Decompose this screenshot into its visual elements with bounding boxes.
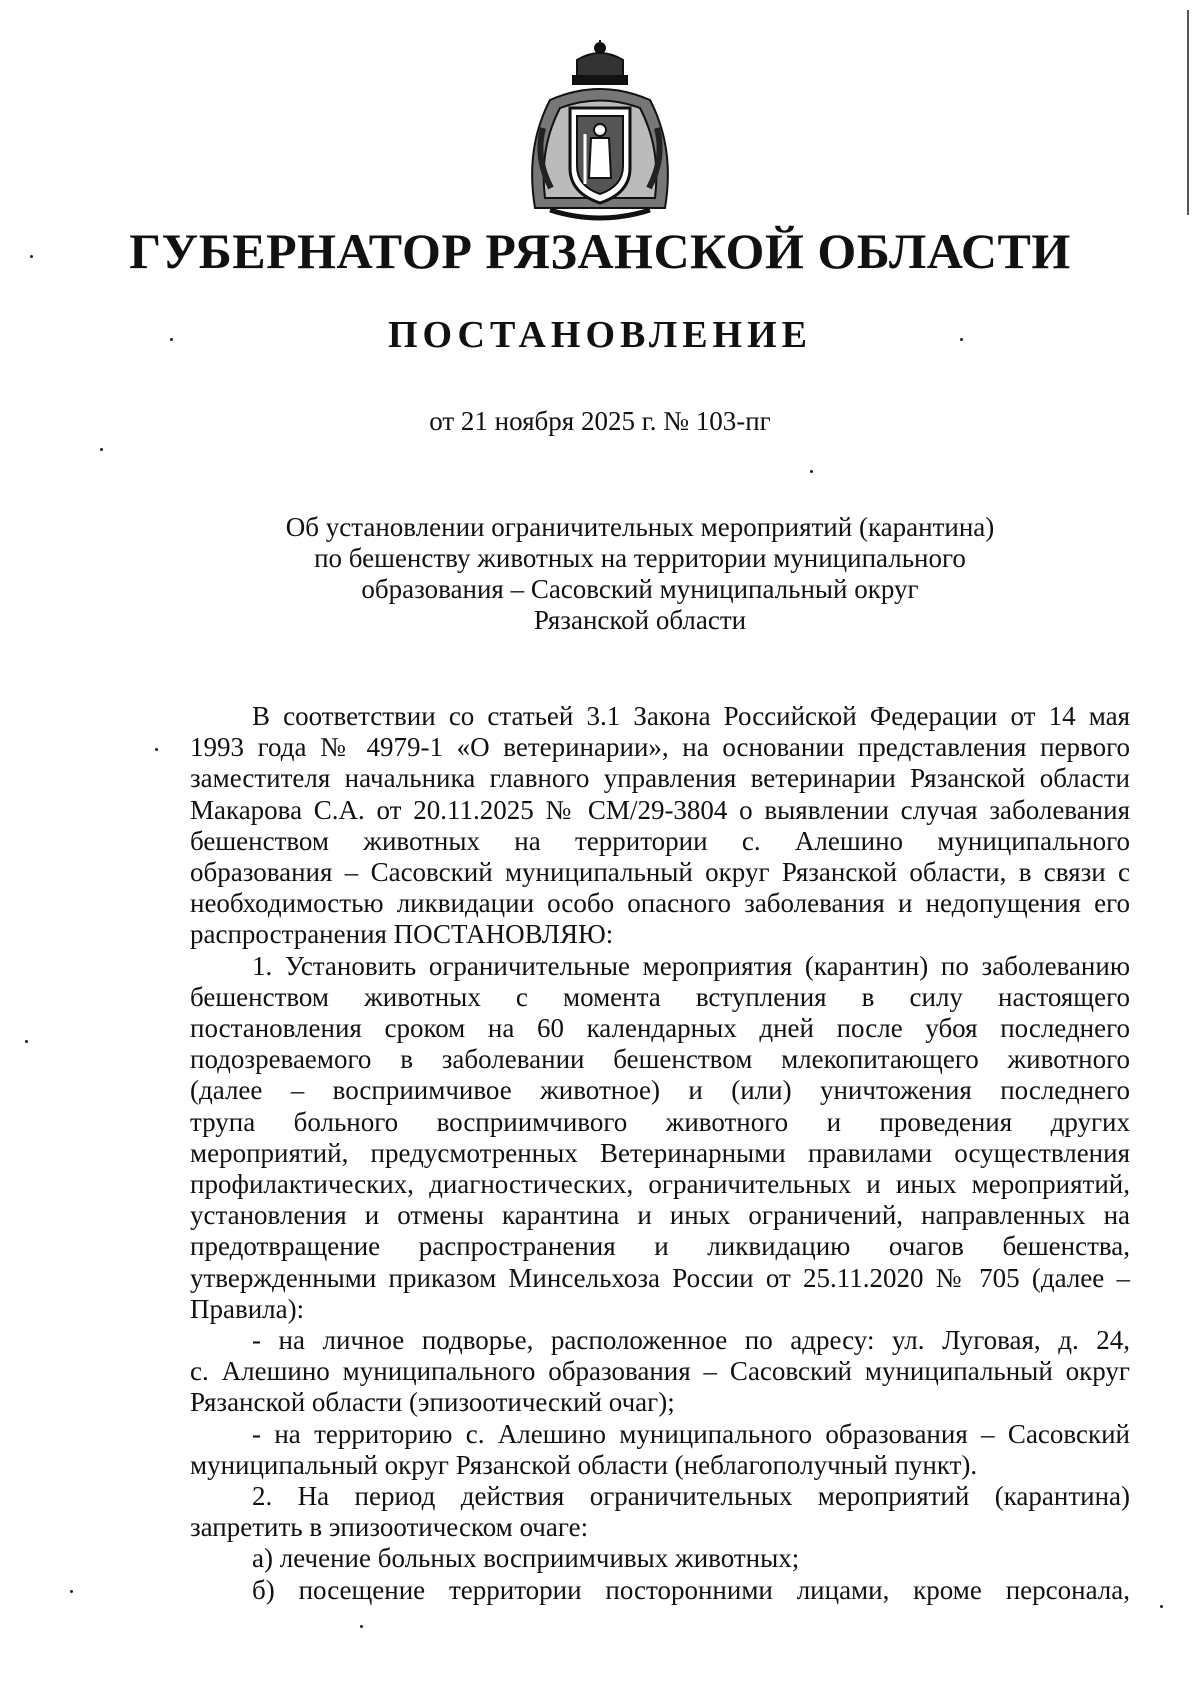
body-line: профилактических, диагностических, ограничительных и иных мероприятий,	[190, 1169, 1130, 1200]
body-line: 1993 года № 4979-1 «О ветеринарии», на основании представления первого	[190, 732, 1130, 763]
document-type: ПОСТАНОВЛЕНИЕ	[387, 314, 813, 356]
body-line: - на территорию с. Алешино муниципального образования – Сасовский	[252, 1418, 1130, 1449]
body-line: подозреваемого в заболевании бешенством млекопитающего животного	[190, 1044, 1130, 1075]
scan-speck	[810, 470, 813, 473]
scan-speck	[25, 1040, 28, 1043]
body-line: утвержденными приказом Минсельхоза России от 25.11.2020 № 705 (далее –	[190, 1262, 1130, 1293]
body-line: бешенством животных с момента вступления в силу настоящего	[190, 981, 1130, 1012]
body-line: мероприятий, предусмотренных Ветеринарными правилами осуществления	[190, 1137, 1130, 1168]
body-line: трупа больного восприимчивого животного и проведения других	[190, 1106, 1130, 1137]
scan-speck	[360, 1625, 363, 1628]
body-line: 2. На период действия ограничительных мероприятий (карантина)	[252, 1481, 1130, 1512]
scan-speck	[960, 338, 963, 341]
scan-edge-line	[1187, 10, 1189, 215]
body-line: а) лечение больных восприимчивых животных;	[252, 1543, 800, 1574]
body-line: с. Алешино муниципального образования – Сасовский муниципальный округ	[190, 1356, 1130, 1387]
scan-speck	[100, 448, 103, 451]
body-line: бешенством животных на территории с. Алешино муниципального	[190, 825, 1130, 856]
body-line: заместителя начальника главного управления ветеринарии Рязанской области	[190, 763, 1130, 794]
scan-speck	[155, 748, 158, 751]
subject-line: по бешенству животных на территории муниципального	[314, 543, 966, 573]
body-line: образования – Сасовский муниципальный округ Рязанской области, в связи с	[190, 857, 1130, 888]
subject-line: образования – Сасовский муниципальный округ	[361, 574, 919, 604]
document-body	[190, 701, 1130, 1606]
body-line: 1. Установить ограничительные мероприятия (карантин) по заболеванию	[252, 950, 1130, 981]
subject-line: Рязанской области	[533, 605, 747, 635]
body-line: предотвращение распространения и ликвидацию очагов бешенства,	[190, 1231, 1130, 1262]
body-line: постановления сроком на 60 календарных дней после убоя последнего	[190, 1013, 1130, 1044]
body-line: (далее – восприимчивое животное) и (или) уничтожения последнего	[190, 1075, 1130, 1106]
body-line: Правила):	[190, 1293, 305, 1324]
body-line: В соответствии со статьей 3.1 Закона Российской Федерации от 14 мая	[252, 701, 1130, 731]
body-line: Рязанской области (эпизоотический очаг);	[190, 1387, 675, 1418]
subject-line: Об установлении ограничительных мероприятий (карантина)	[285, 512, 995, 542]
body-line: Макарова С.А. от 20.11.2025 № СМ/29-3804 о выявлении случая заболевания	[190, 794, 1130, 825]
scan-speck	[70, 1590, 73, 1593]
scan-speck	[1160, 1605, 1163, 1608]
scan-speck	[30, 255, 33, 258]
document-subject	[240, 512, 1040, 636]
body-line: необходимостью ликвидации особо опасного заболевания и недопущения его	[190, 888, 1130, 919]
authority-title: ГУБЕРНАТОР РЯЗАНСКОЙ ОБЛАСТИ	[129, 223, 1071, 279]
body-line: - на личное подворье, расположенное по адресу: ул. Луговая, д. 24,	[252, 1325, 1130, 1356]
body-line: установления и отмены карантина и иных ограничений, направленных на	[190, 1200, 1130, 1231]
body-line: запретить в эпизоотическом очаге:	[190, 1512, 589, 1543]
body-line: муниципальный округ Рязанской области (неблагополучный пункт).	[190, 1449, 978, 1480]
body-line: б) посещение территории посторонними лицами, кроме персонала,	[252, 1574, 1130, 1605]
coat-of-arms-icon	[515, 38, 685, 228]
document-date-number: от 21 ноября 2025 г. № 103-пг	[429, 406, 771, 436]
body-line: распространения ПОСТАНОВЛЯЮ:	[190, 919, 614, 950]
scan-speck	[170, 338, 173, 341]
